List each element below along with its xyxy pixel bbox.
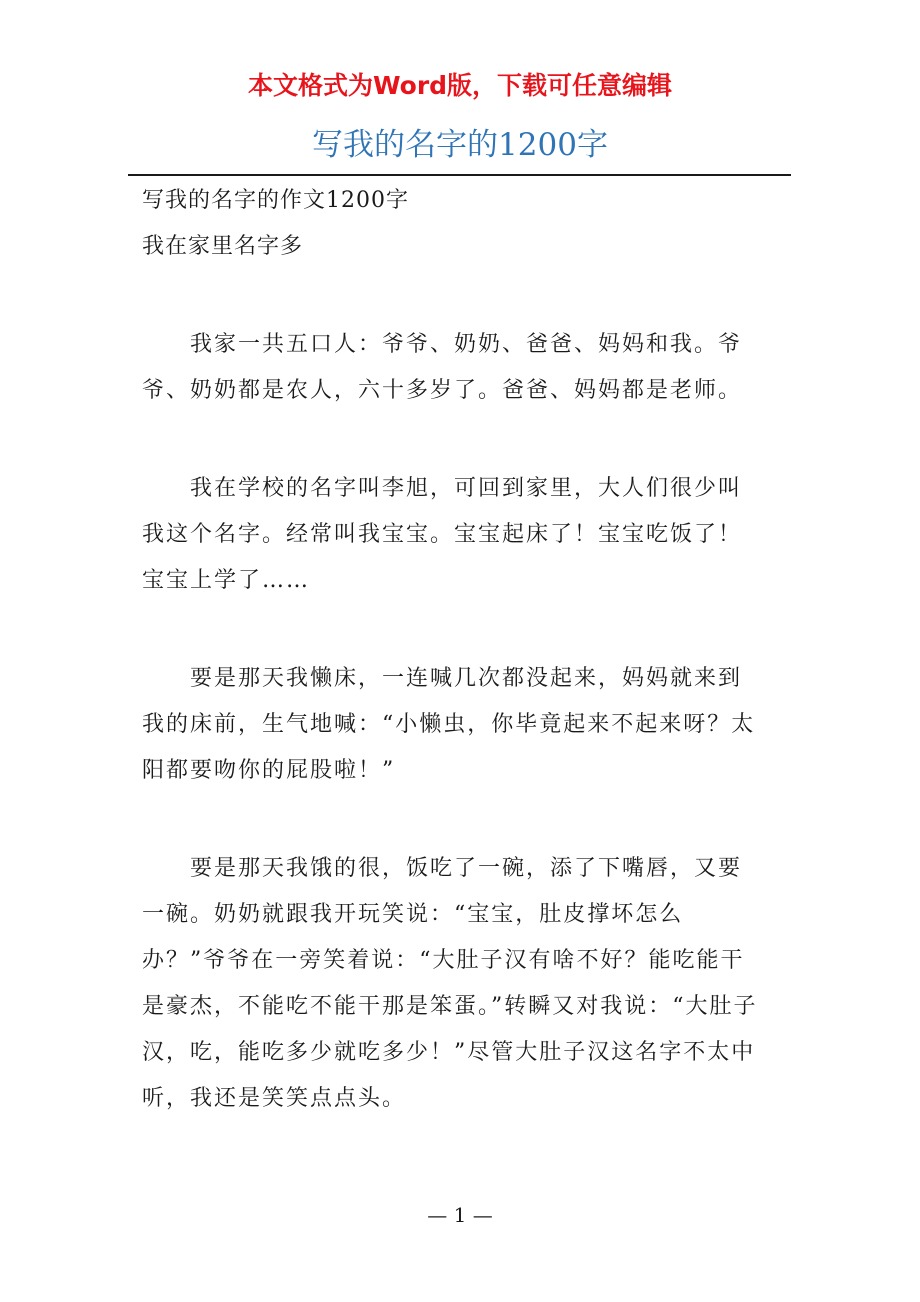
paragraph-gap [142, 414, 762, 466]
title-divider [128, 174, 791, 176]
paragraph-2: 我在学校的名字叫李旭，可回到家里，大人们很少叫我这个名字。经常叫我宝宝。宝宝起床了！宝宝吃饭了！宝宝上学了…… [142, 476, 743, 593]
page-number: — 1 — [427, 1203, 493, 1227]
paragraph-3: 要是那天我懒床，一连喊几次都没起来，妈妈就来到我的床前，生气地喊：“小懒虫，你毕竟起来不起来呀？太阳都要吻你的屁股啦！” [142, 666, 756, 783]
paragraph-1: 我家一共五口人：爷爷、奶奶、爸爸、妈妈和我。爷爷、奶奶都是农人，六十多岁了。爸爸、妈妈都是老师。 [142, 332, 743, 403]
document-body [142, 178, 762, 1122]
paragraph-gap [142, 794, 762, 846]
document-title: 写我的名字的1200字 [312, 127, 608, 163]
paragraph-gap [142, 604, 762, 656]
format-notice: 本文格式为Word版，下载可任意编辑 [247, 71, 673, 100]
paragraph-4: 要是那天我饿的很，饭吃了一碗，添了下嘴唇，又要一碗。奶奶就跟我开玩笑说：“宝宝，肚皮撑坏怎么办？”爷爷在一旁笑着说：“大肚子汉有啥不好？能吃能干是豪杰，不能吃不能干那是笨蛋。”转瞬又对我说：“大肚子汉，吃，能吃多少就吃多少！”尽管大肚子汉这名字不太中听，我还是笑笑点点头。 [142, 856, 758, 1111]
essay-subtitle: 写我的名字的作文1200字 [142, 188, 409, 213]
essay-heading: 我在家里名字多 [142, 234, 304, 259]
paragraph-gap [142, 270, 762, 322]
